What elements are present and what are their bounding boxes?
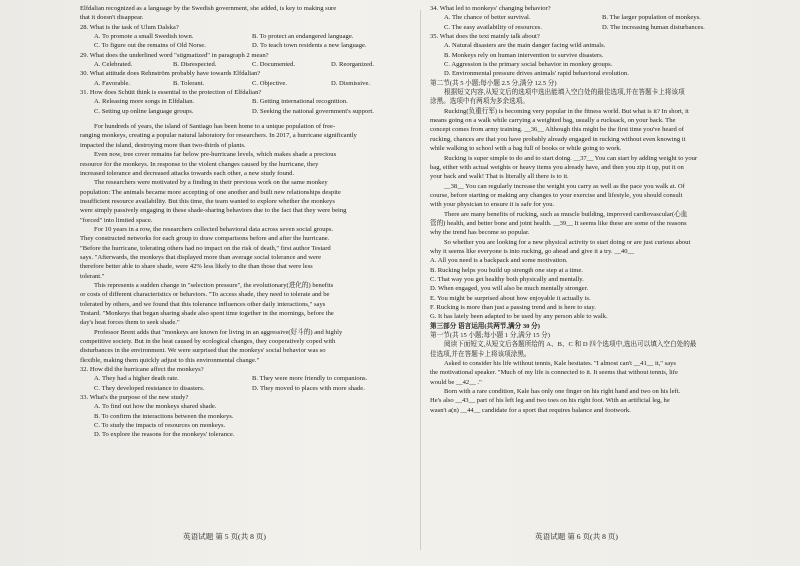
passage-line: 管的) health, and better bone and joint health. __39__ It seems like these are some of the reasons xyxy=(430,219,687,227)
passage-line: with your physician to ensure it is safe for you. xyxy=(430,201,555,209)
option: C. That way you get healthy both physically and mentally. xyxy=(430,275,584,283)
option: A. They had a higher death rate. xyxy=(94,375,179,383)
question-29: 29. What does the underlined word "stigmatized" in paragraph 2 mean? xyxy=(80,51,269,59)
question-32: 32. How did the hurricane affect the monkeys? xyxy=(80,366,204,374)
passage-line: your back and walk! That is literally all there is to it. xyxy=(430,173,569,181)
text-line: that it doesn't disappear. xyxy=(80,14,144,22)
page-footer-left: 英语试题 第 5 页(共 8 页) xyxy=(183,532,266,541)
section-instruction: 根据短文内容,从短文后的选项中选出能填入空白处的最佳选项,并在答题卡上将该项 xyxy=(444,89,685,97)
passage-line: would be __42__ ." xyxy=(430,378,482,386)
passage-line: This represents a sudden change in "selection pressure", the evolutionary(进化的) benefits xyxy=(94,281,334,289)
option: E. You might be surprised about how enjoyable it actually is. xyxy=(430,294,591,302)
passage-line: Testard. "Monkeys that began sharing shade also spent time together in the mornings, before the xyxy=(80,310,334,317)
passage-line: tolerated by others, and we found that this tolerance influences other daily interactions," says xyxy=(80,300,326,308)
passage-line: impacted the island, destroying more than two-thirds of plants. xyxy=(80,141,246,149)
passage-line: insufficient resource availability. But this time, the team wanted to explore whether the monkeys xyxy=(80,197,335,205)
passage-line: rucking, chances are that you have probably already engaged in rucking without even knowing it xyxy=(430,135,686,143)
passage-line: ranging monkeys, creating a popular natural laboratory for researchers. In 2017, a hurricane significantly xyxy=(80,132,357,140)
passage-line: population: The animals became more accepting of one another and built new relationships despite xyxy=(80,188,341,196)
passage-line: "forced" into limited space. xyxy=(80,216,153,224)
passage-line: were simply passively engaging in these shade-sharing behaviors due to the fact that they were being xyxy=(80,207,347,215)
passage-line: For 10 years in a row, the researchers collected behavioral data across seven social groups. xyxy=(94,225,334,233)
passage-line: So whether you are looking for a new physical activity to start doing or are just curious about xyxy=(444,238,691,246)
option: C. The easy availability of resources. xyxy=(444,23,542,31)
passage-line: why the trend has become so popular. xyxy=(430,229,530,237)
option: D. Dismissive. xyxy=(331,79,371,87)
passage-line: the motivational speaker. "Much of my life is connected to it. It seems that without tennis, life xyxy=(430,369,678,377)
section-instruction: 涂黑。选项中有两项为多余选项。 xyxy=(430,98,529,106)
option: A. All you need is a backpack and some motivation. xyxy=(430,257,568,265)
right-page xyxy=(430,4,760,415)
q28-options xyxy=(80,32,410,41)
passage-line: Professor Brent adds that "monkeys are known for living in an aggressive(好斗的) and highly xyxy=(94,328,343,336)
option: D. When engaged, you will also be much mentally stronger. xyxy=(430,285,589,293)
page-footer-right: 英语试题 第 6 页(共 8 页) xyxy=(535,532,618,541)
passage-line: increased tolerance and decreased attacks towards each other, a new study found. xyxy=(80,169,295,177)
passage-line: concept comes from army training. __36__ Although this might be the first time you've heard of xyxy=(430,126,684,134)
passage-line: __38__ You can regularly increase the weight you carry as well as the pace you walk at. Of xyxy=(444,182,685,190)
option: C. Objective. xyxy=(252,79,287,87)
question-30: 30. What attitude does Rehnström probably have towards Elfdalian? xyxy=(80,70,261,78)
option: B. Monkeys rely on human intervention to survive disasters. xyxy=(444,51,604,59)
passage-line: The researchers were motivated by a finding in their previous work on the same monkey xyxy=(94,179,328,187)
text-line: Elfdalian recognized as a language by the Swedish government, she added, is key to making sure xyxy=(80,5,337,12)
option: A. Favorable. xyxy=(94,79,131,87)
option: A. Releasing more songs in Elfdalian. xyxy=(94,98,195,106)
option: B. To protect an endangered language. xyxy=(252,33,354,41)
section-instruction: 佳选项,并在答题卡上将该项涂黑。 xyxy=(430,350,531,358)
question-33: 33. What's the purpose of the new study? xyxy=(80,394,189,402)
option: B. Tolerant. xyxy=(173,79,205,87)
option: D. They moved to places with more shade. xyxy=(252,384,365,392)
passage-line: why it seems like everyone is into rucking, go ahead and give it a try. __40__ xyxy=(430,247,635,255)
page-divider xyxy=(420,10,421,550)
question-35: 35. What does the text mainly talk about? xyxy=(430,33,540,41)
passage-line: Asked to consider his life without tennis, Kale hesitates. "I almost can't __41__ it," says xyxy=(444,360,677,368)
option: C. To study the impacts of resources on monkeys. xyxy=(94,422,226,430)
option: B. They were more friendly to companions. xyxy=(252,375,368,383)
passage-line: Rucking is super simple to do and to start doing. __37__ You can start by adding weight to your xyxy=(444,154,698,162)
passage-line: "Before the hurricane, tolerating others had no impact on the risk of death," first author Testard xyxy=(80,244,331,252)
option: B. To confirm the interactions between the monkeys. xyxy=(94,412,234,420)
passage-line: He's also __43__ part of his left leg and two toes on his right foot. With an artificial leg, he xyxy=(430,397,670,405)
section-2-title: 第二节(共 5 小题;每小题 2.5 分,满分 12.5 分) xyxy=(430,79,557,87)
q29-options xyxy=(80,60,410,69)
q32-options xyxy=(80,374,410,383)
q34-options xyxy=(430,13,760,22)
option: A. To promote a small Swedish town. xyxy=(94,33,194,41)
option: F. Rucking is more than just a passing trend and is here to stay. xyxy=(430,304,596,311)
option: A. Celebrated. xyxy=(94,61,133,69)
part-3-section-1: 第一节(共 15 小题;每小题 1 分,满分 15 分) xyxy=(430,332,550,340)
q31-options xyxy=(80,97,410,106)
passage-line: tolerant." xyxy=(80,272,105,280)
option: C. To figure out the remains of Old Norse. xyxy=(94,42,206,50)
passage-line: while walking to school with a bag full of books or while going to work. xyxy=(430,145,622,153)
option: D. The increasing human disturbances. xyxy=(602,23,705,31)
passage-line: resource for the monkeys. In response to the violent changes caused by the hurricane, they xyxy=(80,160,319,168)
passage-line: bag, either with actual weights or heavy items you already have, and then you zip it up, put it on xyxy=(430,163,684,171)
question-28: 28. What is the task of Ulum Dalska? xyxy=(80,23,179,31)
option: D. Environmental pressure drives animals' rapid behavioral evolution. xyxy=(444,70,629,78)
q32-options xyxy=(80,384,410,393)
q34-options xyxy=(430,23,760,32)
option: D. To explore the reasons for the monkeys' tolerance. xyxy=(94,431,235,439)
option: C. Aggression is the primary social behavior in monkey groups. xyxy=(444,61,613,69)
option: A. Natural disasters are the main danger facing wild animals. xyxy=(444,42,606,50)
option: D. Seeking the national government's support. xyxy=(252,107,374,115)
passage-line: wasn't a(n) __44__ candidate for a sport that requires balance and footwork. xyxy=(430,406,631,414)
left-page xyxy=(80,4,410,440)
part-3-title: 第三部分 语言运用(共两节,满分 30 分) xyxy=(430,322,540,330)
option: D. Reorganized. xyxy=(331,61,374,69)
option: C. They developed resistance to disasters. xyxy=(94,384,205,392)
option: B. Rucking helps you build up strength one step at a time. xyxy=(430,266,583,274)
passage-line: Born with a rare condition, Kale has only one finger on his right hand and two on his left. xyxy=(444,388,681,396)
passage-line: Rucking(负重行军) is becoming very popular in the fitness world. But what is it? In short, it xyxy=(444,107,689,115)
passage-line: day's heat forces them to seek shade." xyxy=(80,319,180,327)
option: B. The larger population of monkeys. xyxy=(602,14,701,22)
passage-line: therefore better able to share shade, were 42% less likely to die than those that were less xyxy=(80,263,313,271)
passage-line: means going on a walk while carrying a weighted bag, usually a rucksack, on your back. The xyxy=(430,117,676,125)
option: A. The chance of better survival. xyxy=(444,14,531,22)
question-31: 31. How does Schütt think is essential to the protection of Elfdalian? xyxy=(80,89,262,97)
option: G. It has lately been adapted to be used by any person able to walk. xyxy=(430,313,608,321)
q31-options xyxy=(80,107,410,116)
option: B. Disrespected. xyxy=(173,61,217,69)
passage-line: flexible, making them quickly adjust to this environmental change." xyxy=(80,356,260,364)
passage-line: They constructed networks for each group to draw comparisons before and after the hurricane. xyxy=(80,235,330,243)
passage-line: Even now, tree cover remains far below pre-hurricane levels, which makes shade a precious xyxy=(94,151,337,159)
option: B. Getting international recognition. xyxy=(252,98,348,106)
question-34: 34. What led to monkeys' changing behavior? xyxy=(430,5,551,12)
option: A. To find out how the monkeys shared shade. xyxy=(94,403,217,411)
passage-line: For hundreds of years, the island of Santiago has been home to a unique population of free- xyxy=(94,123,336,131)
option: D. To teach town residents a new language. xyxy=(252,42,367,50)
q30-options xyxy=(80,79,410,88)
passage-line: There are many benefits of rucking, such as muscle building, improved cardiovascular(心血 xyxy=(444,210,688,218)
passage-line: disturbances in the environment. We were surprised that the monkeys' social behavior was so xyxy=(80,347,326,355)
option: C. Setting up online language groups. xyxy=(94,107,194,115)
q28-options xyxy=(80,41,410,50)
option: C. Documented. xyxy=(252,61,296,69)
section-instruction: 阅读下面短文,从短文后各题所给的 A、B、C 和 D 四个选项中,选出可以填入空白处的最 xyxy=(444,341,697,349)
passage-line: or costs of different characteristics or behaviors. "To access shade, they need to tolerate and be xyxy=(80,291,330,299)
passage-line: course, before starting or making any changes to your exercise and lifestyle, you should consult xyxy=(430,191,683,199)
passage-line: competitive society. But in the heat caused by ecological changes, they cooperatively coped with xyxy=(80,338,336,346)
passage-line: says. "Afterwards, the monkeys that displayed more than average social tolerance and were xyxy=(80,253,322,261)
